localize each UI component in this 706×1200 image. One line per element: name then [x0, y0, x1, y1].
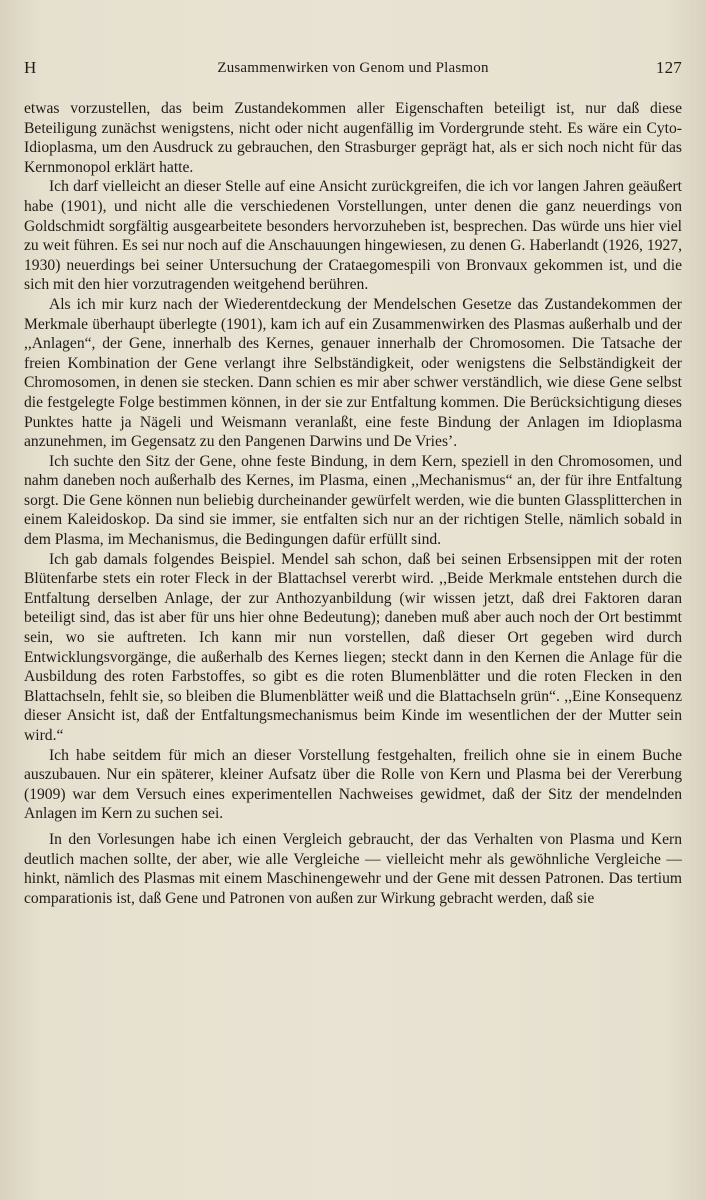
page-body — [24, 99, 682, 908]
paragraph-2: Ich darf vielleicht an dieser Stelle auf eine Ansicht zurückgreifen, die ich vor langen Jahren geäußert habe (1901), und nicht alle die verschiedenen Vorstellungen, unter denen die ganz neuerdings von Goldschmidt sorgfältig ausgearbeitete besonders hervorzuheben ist, besprechen. Das würde uns hier viel zu weit führen. Es sei nur noch auf die Anschauungen hingewiesen, zu denen G. Haberlandt (1926, 1927, 1930) neuerdings bei seiner Untersuchung der Crataegomespili von Bronvaux gekommen ist, und die sich mit den hier vorzutragenden weitgehend berühren. — [24, 178, 682, 294]
running-header — [24, 58, 682, 80]
header-letter: H — [24, 58, 37, 77]
paragraph-5: Ich gab damals folgendes Beispiel. Mendel sah schon, daß bei seinen Erbsensippen mit der roten Blütenfarbe stets ein roter Fleck in der Blattachsel vererbt wird. ,,Beide Merkmale entstehen durch die Entfaltung derselben Anlage, der zur Anthozyanbildung (wir wissen jetzt, daß drei Faktoren daran beteiligt sind, das ist aber für uns hier ohne Bedeutung); daneben muß aber auch noch der Ort bestimmt sein, wo sie auftreten. Ich kann mir nun vorstellen, daß dieser Ort gegeben wird durch Entwicklungsvorgänge, die außerhalb des Kernes liegen; steckt dann in den Kernen die Anlage für die Ausbildung des roten Farbstoffes, so gibt es die roten Blumenblätter und die roten Flecken in den Blattachseln, fehlt sie, so bleiben die Blumenblätter weiß und die Blattachseln grün“. ,,Eine Konsequenz dieser Ansicht ist, daß der Entfaltungsmechanismus beim Kinde im wesentlichen der der Mutter sein wird.“ — [24, 550, 682, 744]
header-title: Zusammenwirken von Genom und Plasmon — [217, 60, 489, 76]
paragraph-7: In den Vorlesungen habe ich einen Vergleich gebraucht, der das Verhalten von Plasma und Kern deutlich machen sollte, der aber, wie alle Vergleiche — vielleicht mehr als gewöhnliche Vergleiche — hinkt, nämlich des Plasmas mit einem Maschinengewehr und der Gene mit dessen Patronen. Das tertium comparationis ist, daß Gene und Patronen von außen zur Wirkung gebracht werden, daß sie — [24, 830, 682, 907]
paragraph-6: Ich habe seitdem für mich an dieser Vorstellung festgehalten, freilich ohne sie in einem Buche auszubauen. Nur ein späterer, kleiner Aufsatz über die Rolle von Kern und Plasma bei der Vererbung (1909) war dem Versuch eines experimentellen Nachweises gewidmet, daß der Sitz der mendelnden Anlagen im Kern zu suchen sei. — [24, 746, 682, 823]
page-number: 127 — [655, 58, 682, 77]
paragraph-1: etwas vorzustellen, das beim Zustandekommen aller Eigenschaften beteiligt ist, nur daß diese Beteiligung zunächst wenigstens, nicht oder nicht augenfällig im Vordergrunde steht. Es wäre ein Cyto-Idioplasma, um den Ausdruck zu gebrauchen, den Strasburger geprägt hat, als er sich noch nicht für das Kernmonopol erklärt hatte. — [24, 100, 682, 176]
paragraph-3: Als ich mir kurz nach der Wiederentdeckung der Mendelschen Gesetze das Zustandekommen der Merkmale überhaupt überlegte (1901), kam ich auf ein Zusammenwirken des Plasmas außerhalb und der ,,Anlagen“, der Gene, innerhalb des Kernes, genauer innerhalb der Chromosomen. Die Tatsache der freien Kombination der Gene verlangt ihre Selbständigkeit, oder wenigstens die Selbständigkeit der Chromosomen, in denen sie stecken. Dann schien es mir aber schwer verständlich, wie diese Gene selbst die festgelegte Folge bestimmen können, in der sie zur Entfaltung kommen. Die Berücksichtigung dieses Punktes hatte ja Nägeli und Weismann veranlaßt, eine feste Bindung der Anlagen im Idioplasma anzunehmen, im Gegensatz zu den Pangenen Darwins und De Vries’. — [24, 295, 682, 451]
paragraph-4: Ich suchte den Sitz der Gene, ohne feste Bindung, in dem Kern, speziell in den Chromosomen, und nahm daneben noch außerhalb des Kernes, im Plasma, einen ,,Mechanismus“ an, der für ihre Entfaltung sorgt. Die Gene können nun beliebig durcheinander gewürfelt werden, wie die bunten Glassplitterchen in einem Kaleidoskop. Da sind sie immer, sie entfalten sich nur an der richtigen Stelle, nämlich sobald in dem Plasma, im Mechanismus, die Bedingungen dafür erfüllt sind. — [24, 452, 682, 549]
